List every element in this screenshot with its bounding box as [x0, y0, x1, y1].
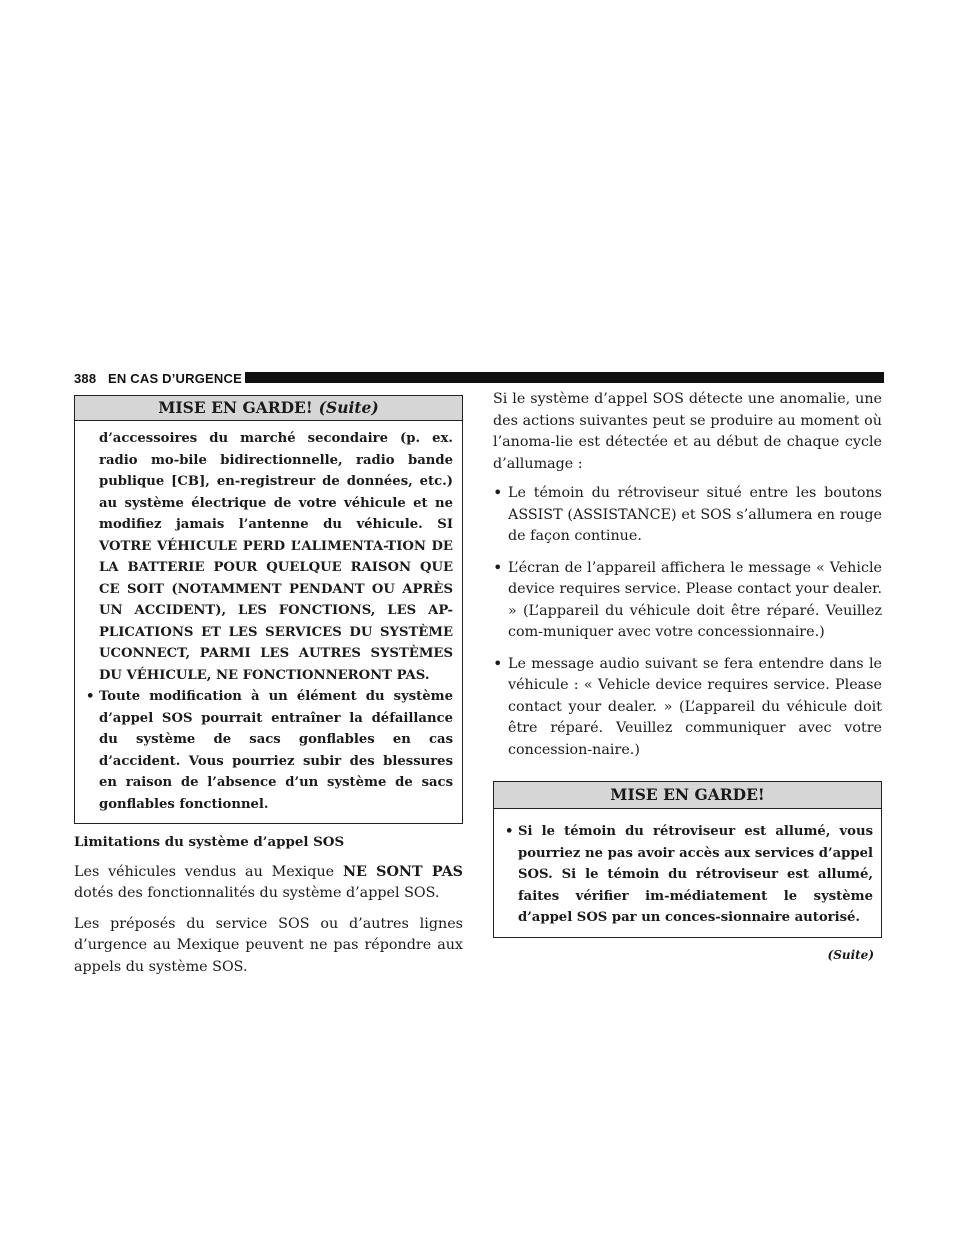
anomaly-list [493, 483, 882, 761]
list-item-text: L’écran de l’appareil affichera le message « Vehicle device requires service. Please contact your dealer. » (L’appareil du véhicule doit être réparé. Veuillez com-muniquer avec votre concessionnaire.) [508, 559, 882, 640]
list-item [493, 558, 882, 644]
bullet-icon: • [505, 824, 514, 839]
mexico-text-end: dotés des fonctionnalités du système d’appel SOS. [74, 885, 440, 901]
page-header [74, 369, 884, 387]
warning-body [75, 421, 462, 823]
left-column [74, 395, 463, 978]
warning-box-continued [74, 395, 463, 824]
warning-box [493, 781, 882, 938]
operators-paragraph: Les préposés du service SOS ou d’autres lignes d’urgence au Mexique peuvent ne pas répondre aux appels du système SOS. [74, 915, 463, 975]
mexico-paragraph [74, 862, 463, 905]
bullet-icon: • [86, 689, 95, 704]
warning-bullet-item [505, 821, 873, 929]
warning-header [494, 782, 881, 809]
warning-bullet-item [86, 686, 453, 815]
warning-title: MISE EN GARDE! [610, 785, 765, 804]
mexico-text-emphasis: NE SONT PAS [342, 863, 463, 880]
mexico-text-start: Les véhicules vendus au Mexique [74, 863, 343, 880]
continued-footer: (Suite) [827, 947, 874, 962]
page-number: 388 [74, 371, 97, 386]
list-item-text: Le message audio suivant se fera entendre dans le véhicule : « Vehicle device requires service. Please contact your dealer. » (L’appareil du véhicule doit être réparé. Veuillez communiquer avec votre concession-naire.) [508, 655, 882, 758]
warning-bullet-text: Si le témoin du rétroviseur est allumé, vous pourriez ne pas avoir accès aux services d’appel SOS. Si le témoin du rétroviseur est allumé, faites vérifier im-médiatement le système d’appel SOS par un conces-sionnaire autorisé. [518, 824, 873, 925]
warning-bullet-text: Toute modification à un élément du système d’appel SOS pourrait entraîner la défaillance du système de sacs gonflables en cas d’accident. Vous pourriez subir des blessures en raison de l’absence d’un système de sacs gonflables fonctionnel. [99, 689, 453, 812]
anomaly-intro: Si le système d’appel SOS détecte une anomalie, une des actions suivantes peut se produire au moment où l’anoma-lie est détectée et au début de chaque cycle d’allumage : [493, 391, 882, 472]
list-item [493, 483, 882, 548]
section-title: EN CAS D’URGENCE [108, 371, 242, 386]
bullet-icon: • [493, 653, 503, 673]
limitations-heading: Limitations du système d’appel SOS [74, 834, 345, 850]
warning-header [75, 396, 462, 421]
bullet-icon: • [493, 557, 503, 577]
warning-continued-label: (Suite) [318, 398, 379, 417]
list-item-text: Le témoin du rétroviseur situé entre les boutons ASSIST (ASSISTANCE) et SOS s’allumera en rouge de façon continue. [508, 485, 882, 544]
header-rule [245, 372, 884, 383]
warning-body [494, 809, 881, 937]
bullet-icon: • [493, 483, 503, 502]
warning-title: MISE EN GARDE! [158, 398, 313, 417]
right-column [493, 389, 882, 962]
warning-continuation-text: d’accessoires du marché secondaire (p. ex. radio mo-bile bidirectionnelle, radio bande publique [CB], en-registreur de données, etc.) au système électrique de votre véhicule et ne modifiez jamais l’antenne du véhicule. SI VOTRE VÉHICULE PERD L’ALIMENTA-TION DE LA BATTERIE POUR QUELQUE RAISON QUE CE SOIT (NOTAMMENT PENDANT OU APRÈS UN ACCIDENT), LES FONCTIONS, LES AP-PLICATIONS ET LES SERVICES DU SYSTÈME UCONNECT, PARMI LES AUTRES SYSTÈMES DU VÉHICULE, NE FONCTIONNERONT PAS. [99, 431, 453, 683]
list-item [493, 654, 882, 762]
